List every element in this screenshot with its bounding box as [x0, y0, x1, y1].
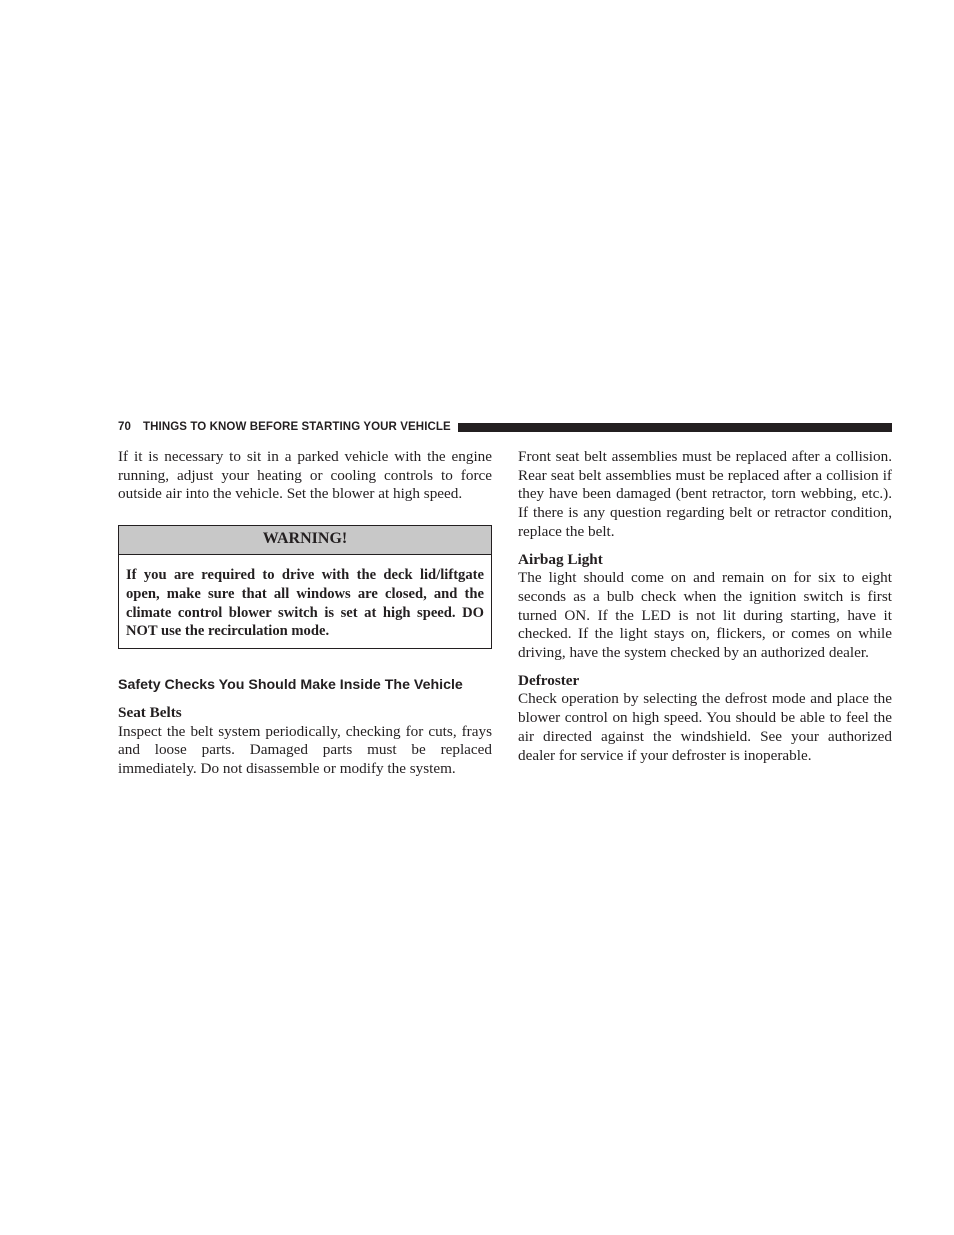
page-header	[118, 419, 892, 435]
defroster-paragraph: Check operation by selecting the defrost mode and place the blower control on high speed. You should be able to feel the air directed against the windshield. See your authorized dealer for service if your defroster is inoperable.	[518, 690, 892, 764]
seat-belts-continued-paragraph: Front seat belt assemblies must be replaced after a collision. Rear seat belt assemblies must be replaced after a collision if they have been damaged (bent retractor, torn webbing, etc.). If there is any question regarding belt or retractor condition, replace the belt.	[518, 448, 892, 540]
header-rule	[458, 423, 892, 432]
left-column	[118, 448, 492, 779]
airbag-light-heading: Airbag Light	[518, 550, 603, 568]
seat-belts-paragraph: Inspect the belt system periodically, checking for cuts, frays and loose parts. Damaged parts must be replaced immediately. Do not disassemble or modify the system.	[118, 722, 492, 778]
intro-paragraph: If it is necessary to sit in a parked vehicle with the engine running, adjust your heating or cooling controls to force outside air into the vehicle. Set the blower at high speed.	[118, 448, 492, 503]
seat-belts-heading: Seat Belts	[118, 703, 182, 721]
chapter-title: THINGS TO KNOW BEFORE STARTING YOUR VEHICLE	[143, 421, 451, 433]
warning-text: If you are required to drive with the deck lid/liftgate open, make sure that all windows are closed, and the climate control blower switch is set at high speed. DO NOT use the recirculation mode.	[126, 567, 484, 640]
right-column	[518, 448, 892, 765]
airbag-light-paragraph: The light should come on and remain on for six to eight seconds as a bulb check when the ignition switch is first turned ON. If the LED is not lit during starting, have it checked. If the light stays on, flickers, or comes on while driving, have the system checked by an authorized dealer.	[518, 569, 892, 662]
defroster-heading: Defroster	[518, 671, 580, 689]
warning-box	[118, 525, 492, 649]
page-number: 70	[118, 421, 131, 433]
warning-title: WARNING!	[119, 526, 491, 555]
section-heading: Safety Checks You Should Make Inside The Vehicle	[118, 676, 463, 693]
